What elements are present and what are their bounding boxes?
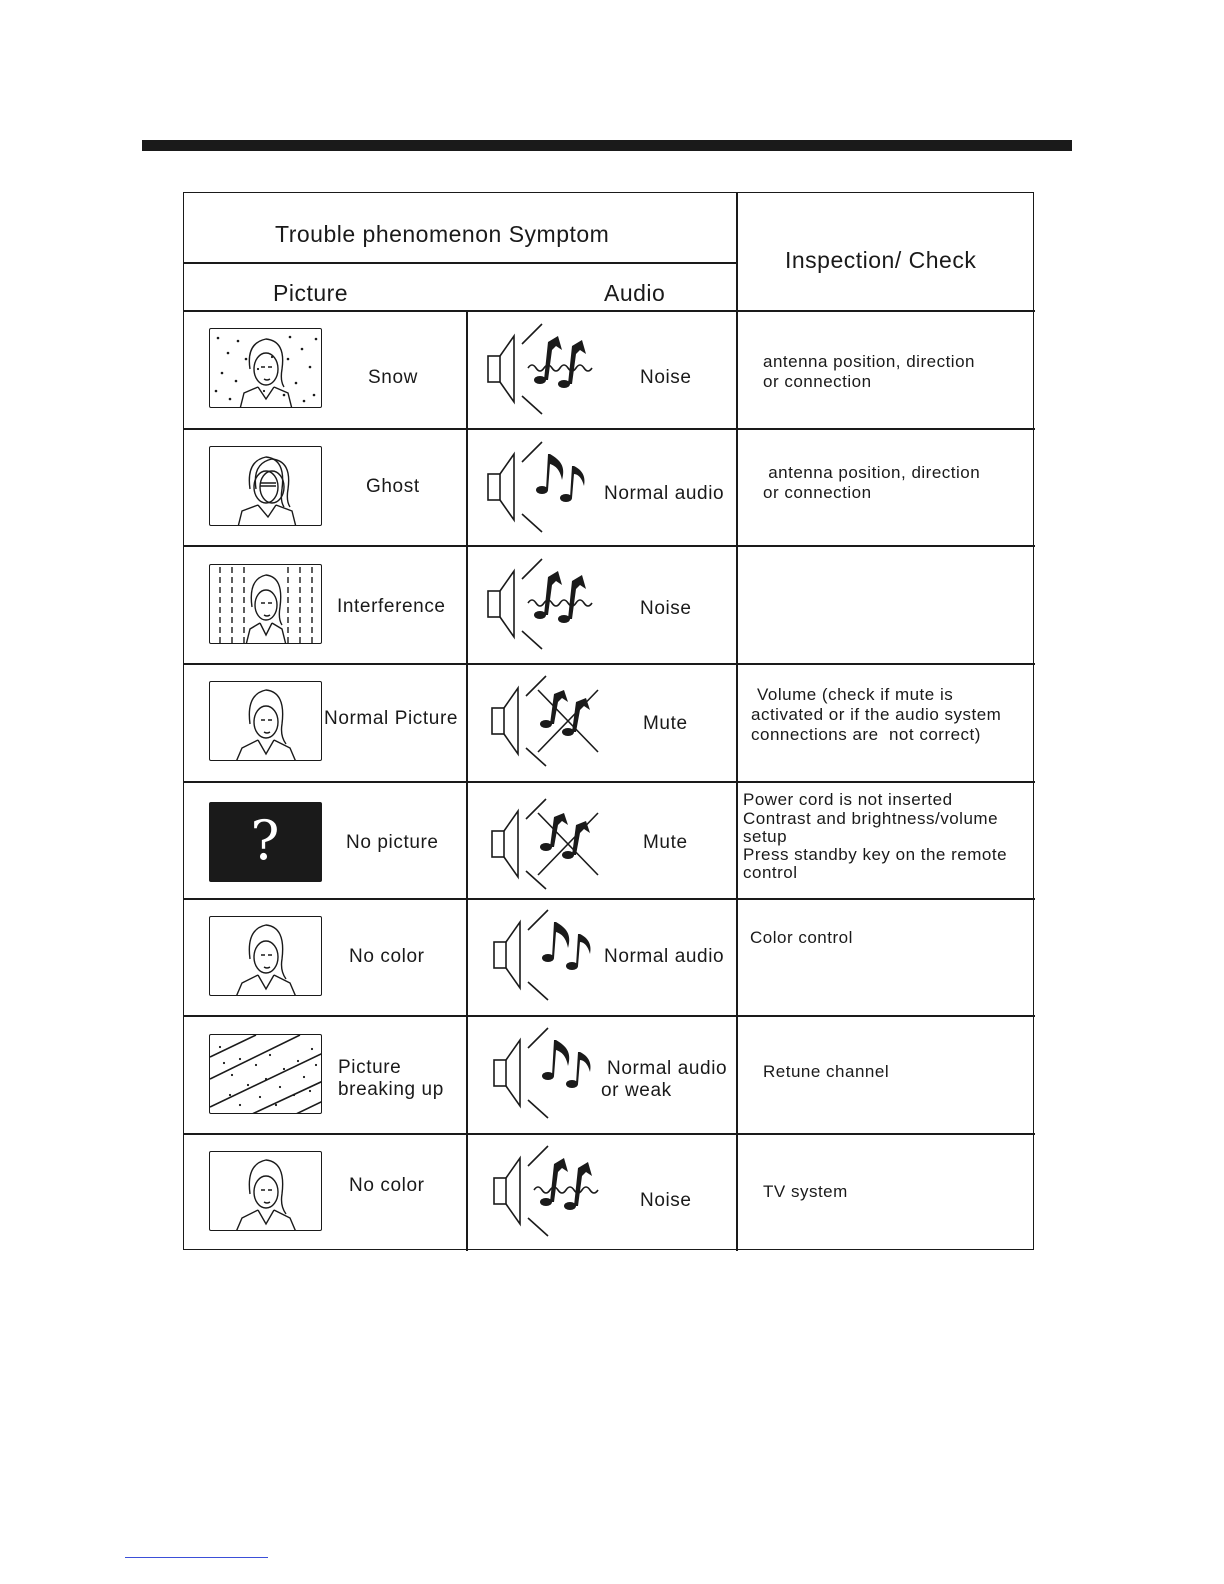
check-text-line: control	[743, 863, 798, 882]
audio-label: Mute	[643, 713, 688, 734]
mute-audio-icon	[490, 797, 602, 891]
no-color-face-icon	[209, 916, 322, 996]
interference-drawing	[210, 565, 322, 644]
picture-label: Normal Picture	[324, 708, 459, 729]
no-picture-icon	[209, 802, 322, 882]
picture-label: Snow	[368, 367, 418, 388]
header-bottom-rule	[184, 310, 1035, 312]
audio-label: Noise	[640, 1190, 692, 1211]
picture-column-header: Picture	[273, 280, 349, 306]
picture-label-line-2: breaking up	[338, 1079, 444, 1100]
normal-audio-icon	[492, 1026, 602, 1120]
breaking-up-icon	[209, 1034, 322, 1114]
row-divider	[184, 663, 1035, 665]
interference-face-icon	[209, 564, 322, 644]
audio-label: Noise	[640, 367, 692, 388]
picture-label: Interference	[337, 596, 446, 617]
ghost-face-drawing	[210, 447, 322, 526]
check-text-line: setup	[743, 827, 788, 846]
header-divider	[184, 262, 737, 264]
no-color-face-drawing	[210, 1152, 322, 1231]
audio-label: Normal audio	[604, 946, 725, 967]
symptom-title: Trouble phenomenon Symptom	[275, 221, 610, 247]
check-text-line: Volume (check if mute is	[757, 685, 954, 704]
check-text-line: or connection	[763, 483, 872, 502]
row-divider	[184, 781, 1035, 783]
check-text-line: Power cord is not inserted	[743, 790, 953, 809]
check-text-line: connections are not correct)	[751, 725, 981, 744]
breaking-up-drawing	[210, 1035, 322, 1114]
check-text-line: Retune channel	[763, 1062, 890, 1081]
check-text-line: Color control	[750, 928, 853, 947]
check-text-line: TV system	[763, 1182, 848, 1201]
check-text-line: antenna position, direction	[763, 463, 981, 482]
audio-label-line-2: or weak	[601, 1080, 672, 1101]
picture-label: No color	[349, 1175, 425, 1196]
check-text-line: activated or if the audio system	[751, 705, 1002, 724]
snow-face-icon	[209, 328, 322, 408]
ghost-face-icon	[209, 446, 322, 526]
picture-label: No color	[349, 946, 425, 967]
check-text-line: Contrast and brightness/volume	[743, 809, 999, 828]
row-divider	[184, 428, 1035, 430]
mute-audio-icon	[490, 674, 602, 768]
noise-audio-icon	[486, 557, 606, 651]
normal-face-icon	[209, 681, 322, 761]
check-column-header: Inspection/ Check	[785, 247, 977, 273]
no-color-face-icon	[209, 1151, 322, 1231]
row-divider	[184, 1015, 1035, 1017]
picture-label-line-1: Picture	[338, 1057, 402, 1078]
check-text-line: Press standby key on the remote	[743, 845, 1008, 864]
normal-audio-icon	[486, 440, 596, 534]
picture-label: Ghost	[366, 476, 420, 497]
normal-audio-icon	[492, 908, 602, 1002]
no-color-face-drawing	[210, 917, 322, 996]
row-divider	[184, 898, 1035, 900]
noise-audio-icon	[492, 1144, 612, 1238]
column-divider	[466, 310, 468, 1251]
audio-column-header: Audio	[604, 280, 666, 306]
snow-face-drawing	[210, 329, 322, 408]
row-divider	[184, 1133, 1035, 1135]
question-mark-glyph: ?	[250, 809, 280, 872]
audio-label: Noise	[640, 598, 692, 619]
page-header-rule	[142, 140, 1072, 151]
check-text-line: or connection	[763, 372, 872, 391]
row-divider	[184, 545, 1035, 547]
picture-label: No picture	[346, 832, 439, 853]
noise-audio-icon	[486, 322, 606, 416]
audio-label-line-1: Normal audio	[607, 1058, 728, 1079]
column-divider	[736, 193, 738, 1251]
audio-label: Mute	[643, 832, 688, 853]
footer-link-underline	[125, 1557, 268, 1558]
normal-face-drawing	[210, 682, 322, 761]
audio-label: Normal audio	[604, 483, 725, 504]
check-text-line: antenna position, direction	[763, 352, 975, 371]
